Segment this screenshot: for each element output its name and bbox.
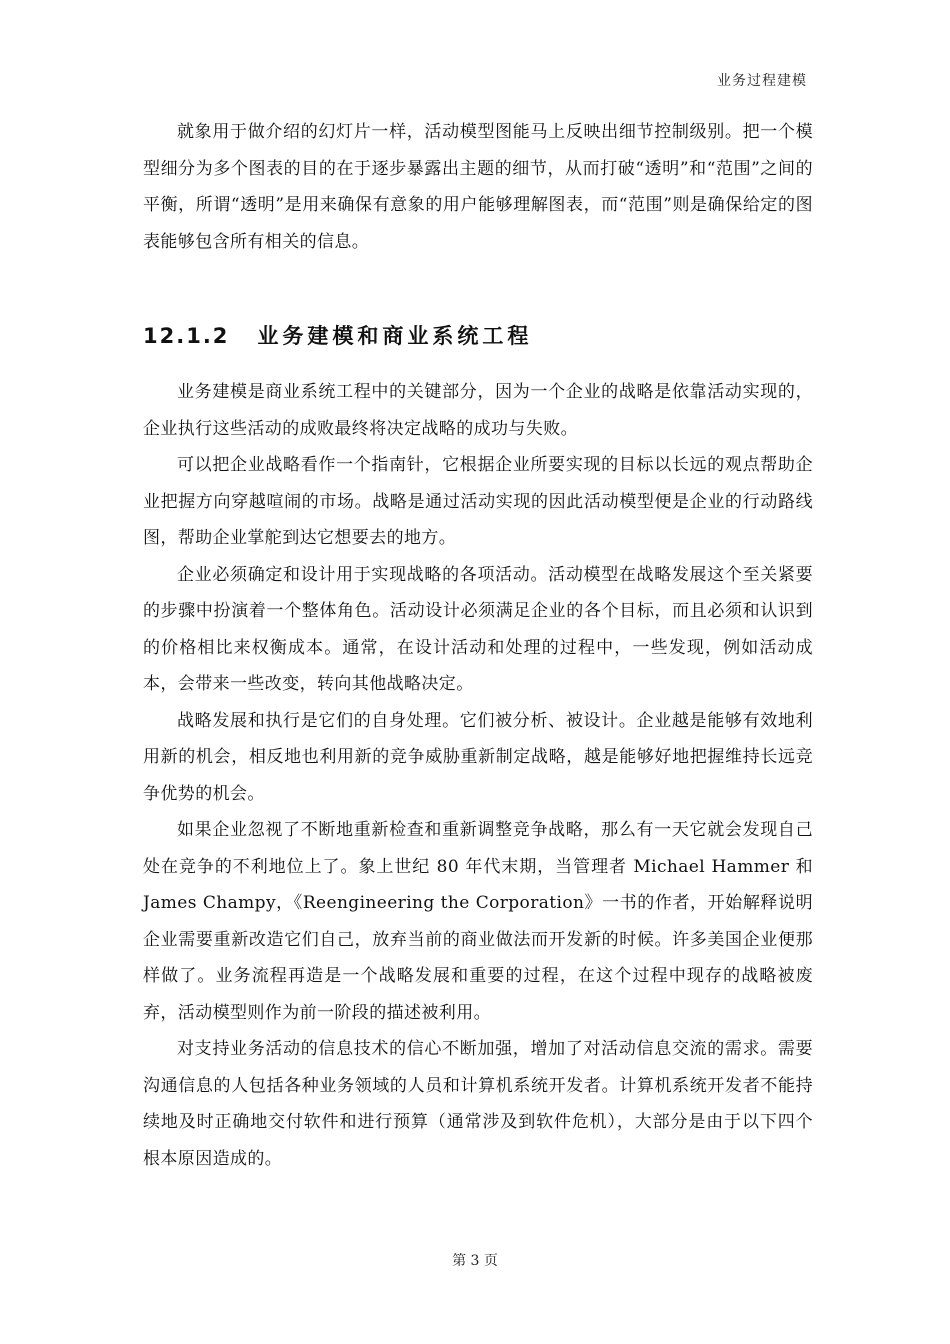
section-number: 12.1.2 [143,324,230,348]
body-paragraph: 企业必须确定和设计用于实现战略的各项活动。活动模型在战略发展这个至关紧要的步骤中扮演着一个整体角色。活动设计必须满足企业的各个目标，而且必须和认识到的价格相比来权衡成本。通常，在设计活动和处理的过程中，一些发现，例如活动成本，会带来一些改变，转向其他战略决定。 [143,564,813,694]
section-heading [143,318,813,354]
page-number: 第 3 页 [452,1253,498,1269]
intro-paragraph: 就象用于做介绍的幻灯片一样，活动模型图能马上反映出细节控制级别。把一个模型细分为多个图表的目的在于逐步暴露出主题的细节，从而打破“透明”和“范围”之间的平衡，所谓“透明”是用来确保有意象的用户能够理解图表，而“范围”则是确保给定的图表能够包含所有相关的信息。 [143,122,813,252]
running-header: 业务过程建模 [717,73,807,89]
body-paragraph: 如果企业忽视了不断地重新检查和重新调整竞争战略，那么有一天它就会发现自己处在竞争的不利地位上了。象上世纪 80 年代末期，当管理者 Michael Hammer 和 James Champy，《Reengineering the Corporation》一书的作者，开始解释说明企业需要重新改造它们自己，放弃当前的商业做法而开发新的时候。许多美国企业便那样做了。业务流程再造是一个战略发展和重要的过程，在这个过程中现存的战略被废弃，活动模型则作为前一阶段的描述被利用。 [143,820,813,1023]
body-paragraph: 业务建模是商业系统工程中的关键部分，因为一个企业的战略是依靠活动实现的，企业执行这些活动的成败最终将决定战略的成功与失败。 [143,382,813,439]
body-paragraph: 可以把企业战略看作一个指南针，它根据企业所要实现的目标以长远的观点帮助企业把握方向穿越喧闹的市场。战略是通过活动实现的因此活动模型便是企业的行动路线图，帮助企业掌舵到达它想要去的地方。 [143,455,813,548]
page-content [143,114,813,1177]
body-paragraph: 战略发展和执行是它们的自身处理。它们被分析、被设计。企业越是能够有效地利用新的机会，相反地也利用新的竞争威胁重新制定战略，越是能够好地把握维持长远竞争优势的机会。 [143,710,813,804]
section-title: 业务建模和商业系统工程 [257,324,533,348]
body-paragraph: 对支持业务活动的信息技术的信心不断加强，增加了对活动信息交流的需求。需要沟通信息的人包括各种业务领域的人员和计算机系统开发者。计算机系统开发者不能持续地及时正确地交付软件和进行预算（通常涉及到软件危机），大部分是由于以下四个根本原因造成的。 [143,1039,813,1169]
